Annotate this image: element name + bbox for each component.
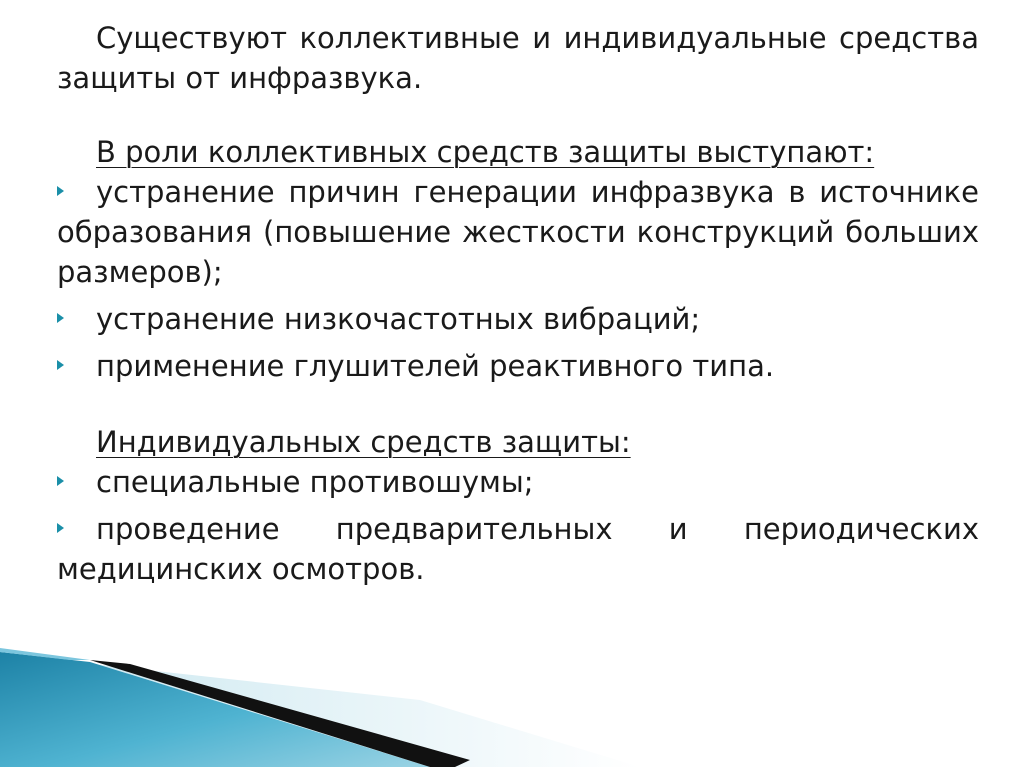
- individual-list: [57, 462, 979, 589]
- list-item: устранение причин генерации инфразвука в источнике образования (повышение жесткости конструкций больших размеров);: [57, 175, 979, 289]
- intro-paragraph: Существуют коллективные и индивидуальные средства защиты от инфразвука.: [57, 21, 979, 95]
- list-item: устранение низкочастотных вибраций;: [57, 299, 979, 339]
- triangle-right-icon: [57, 476, 64, 486]
- spacer: [57, 98, 979, 132]
- slide-body: [57, 18, 979, 589]
- list-item: применение глушителей реактивного типа.: [57, 346, 979, 386]
- triangle-right-icon: [57, 186, 64, 196]
- triangle-right-icon: [57, 523, 64, 533]
- individual-heading-text: Индивидуальных средств защиты:: [96, 425, 631, 459]
- list-item: специальные противошумы;: [57, 462, 979, 502]
- collective-list: [57, 172, 979, 386]
- collective-heading-text: В роли коллективных средств защиты выступают:: [96, 135, 875, 169]
- triangle-right-icon: [57, 313, 64, 323]
- collective-heading: [57, 132, 979, 172]
- individual-heading: [57, 422, 979, 462]
- spacer: [57, 386, 979, 422]
- triangle-right-icon: [57, 360, 64, 370]
- list-item: проведение предварительных и периодических медицинских осмотров.: [57, 512, 979, 586]
